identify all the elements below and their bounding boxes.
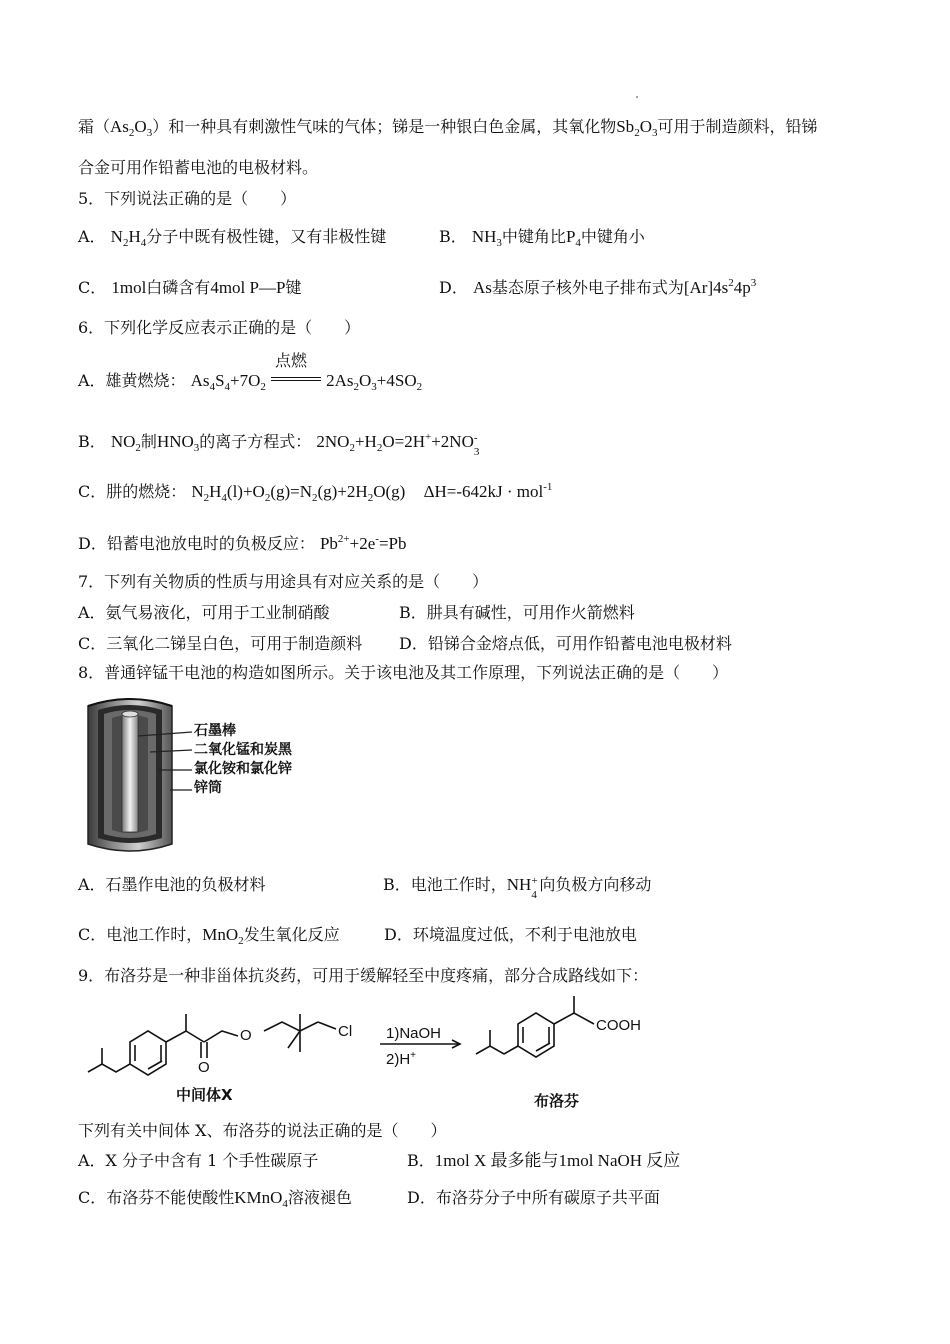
formula: (g)+2H — [317, 482, 368, 501]
subscript: 4 — [209, 381, 216, 393]
subscript: 2 — [367, 492, 374, 504]
formula: 2As — [326, 371, 354, 390]
label-zinc-can: 锌筒 — [194, 780, 222, 796]
superscript: + — [531, 875, 538, 887]
subscript: 3 — [371, 381, 377, 393]
synthesis-scheme — [78, 994, 668, 1116]
formula: (l)+O — [226, 482, 265, 501]
text: 可用于制造颜料，铅锑 — [657, 117, 818, 136]
formula: 4p — [733, 278, 751, 297]
reagent-2: 2)H+ — [386, 1050, 417, 1068]
q6-stem: 6．下列化学反应表示正确的是（ ） — [78, 318, 361, 337]
reagent-1: 1)NaOH — [386, 1025, 442, 1042]
formula: MnO — [202, 925, 239, 944]
subscript: 3 — [496, 237, 502, 249]
superscript: 3 — [750, 277, 757, 289]
option-label: A． — [78, 227, 106, 246]
formula: 4mol P—P — [210, 278, 286, 297]
q7-stem: 7．下列有关物质的性质与用途具有对应关系的是（ ） — [78, 572, 489, 591]
q5-stem: 5．下列说法正确的是（ ） — [78, 189, 297, 208]
q5-option-a — [78, 226, 386, 248]
formula: S — [215, 371, 225, 390]
intermediate-x-label: 中间体X — [176, 1086, 233, 1104]
chlorine-label: Cl — [338, 1023, 353, 1040]
subscript: 2 — [349, 442, 355, 454]
subscript: 2 — [203, 492, 210, 504]
sup-sub-stack — [473, 432, 482, 458]
q7-option-c: C．三氧化二锑呈白色，可用于制造颜料 — [78, 634, 363, 653]
text: 白磷含有 — [146, 278, 211, 297]
formula: KMnO — [234, 1188, 283, 1207]
text: 基态原子核外电子排布式为 — [491, 278, 684, 297]
intro-line-1 — [78, 116, 817, 138]
formula: [Ar]4s — [683, 278, 729, 297]
q6-option-c — [78, 481, 552, 503]
option-label: C． — [78, 278, 107, 297]
q8-option-a: A．石墨作电池的负极材料 — [78, 875, 266, 894]
formula: NH — [506, 875, 532, 894]
text: 中键角小 — [580, 227, 645, 246]
q8-option-b — [383, 874, 652, 901]
formula: O — [134, 117, 147, 136]
formula: O — [359, 371, 372, 390]
subscript: 4 — [224, 381, 231, 393]
superscript: - — [473, 432, 478, 444]
equals-line — [271, 380, 321, 381]
formula: +2e — [349, 534, 376, 553]
condition-label: 点燃 — [275, 351, 308, 370]
subscript: 2 — [128, 127, 135, 139]
text: 制 — [140, 432, 157, 451]
q5-option-b — [439, 226, 645, 248]
formula: 1mol — [111, 278, 147, 297]
text: C．布洛芬不能使酸性 — [78, 1188, 235, 1207]
subscript: 4 — [575, 237, 581, 249]
subscript: 2 — [122, 237, 129, 249]
subscript: 2 — [416, 381, 423, 393]
text: 1mol X 最多能与1mol NaOH 反应 — [434, 1151, 681, 1170]
superscript: + — [424, 431, 432, 443]
superscript: 2 — [728, 277, 734, 289]
q6-option-a — [78, 351, 423, 393]
formula: =Pb — [378, 534, 407, 553]
label-mno2-carbon: 二氧化锰和炭黑 — [194, 742, 292, 758]
text: ）和一种具有刺激性气味的气体；锑是一种银白色金属，其氧化物 — [152, 117, 617, 136]
formula: 2NO — [316, 432, 350, 451]
formula: HNO — [156, 432, 194, 451]
superscript: -1 — [543, 481, 553, 493]
formula: As — [190, 371, 210, 390]
subscript: 2 — [238, 935, 244, 947]
text: 的离子方程式： — [199, 432, 312, 451]
stray-dot — [636, 96, 638, 98]
subscript: 2 — [260, 381, 266, 393]
q9-stem: 9．布洛芬是一种非甾体抗炎药，可用于缓解轻至中度疼痛，部分合成路线如下： — [78, 966, 649, 985]
text: 溶液褪色 — [287, 1188, 352, 1207]
text: 向负极方向移动 — [539, 875, 652, 894]
ester-oxygen: O — [240, 1027, 252, 1044]
sup-sub-stack — [531, 875, 539, 901]
formula: +H — [354, 432, 377, 451]
formula: (g)=N — [270, 482, 313, 501]
carbonyl-oxygen: O — [198, 1059, 210, 1076]
formula: As — [110, 117, 129, 136]
formula: O=2H — [382, 432, 425, 451]
subscript: 4 — [140, 237, 147, 249]
option-label: D．铅蓄电池放电时的负极反应： — [78, 534, 315, 553]
option-label: B． — [439, 227, 467, 246]
option-label: B． — [78, 432, 106, 451]
formula: NO — [110, 432, 136, 451]
formula: As — [472, 278, 492, 297]
formula: O(g) — [373, 482, 406, 501]
dry-cell-figure — [80, 692, 310, 858]
subscript: 3 — [473, 446, 480, 458]
text: C．电池工作时， — [78, 925, 203, 944]
q9-sub-stem: 下列有关中间体 X、布洛芬的说法正确的是（ ） — [78, 1121, 447, 1140]
formula: N — [110, 227, 123, 246]
cooh-label: COOH — [596, 1017, 641, 1034]
text: 分子中既有极性键，又有非极性键 — [146, 227, 387, 246]
label-graphite-rod: 石墨棒 — [194, 723, 236, 739]
enthalpy: ΔH=-642kJ · mol — [423, 482, 544, 501]
equals-line — [271, 377, 321, 378]
subscript: 2 — [353, 381, 359, 393]
subscript: 3 — [651, 127, 658, 139]
formula: +4SO — [376, 371, 417, 390]
q9-option-c — [78, 1187, 352, 1209]
ibuprofen-synthesis-figure — [78, 994, 668, 1116]
subscript: 4 — [282, 1198, 288, 1210]
formula: P — [565, 227, 576, 246]
ibuprofen-label: 布洛芬 — [534, 1092, 580, 1110]
q6-option-d — [78, 533, 406, 555]
subscript: 2 — [135, 442, 141, 454]
option-label: B． — [407, 1151, 435, 1170]
formula: N — [191, 482, 204, 501]
q7-option-d: D．铅锑合金熔点低，可用作铅蓄电池电极材料 — [399, 634, 732, 653]
formula: Pb — [319, 534, 338, 553]
label-nh4cl-zncl2: 氯化铵和氯化锌 — [194, 761, 292, 777]
formula: H — [209, 482, 222, 501]
subscript: 2 — [634, 127, 640, 139]
superscript: - — [375, 533, 379, 545]
q6-option-b — [78, 431, 482, 458]
option-label: D． — [439, 278, 468, 297]
subscript: 2 — [376, 442, 383, 454]
intro-line-2: 合金可用作铅蓄电池的电极材料。 — [78, 158, 319, 177]
formula: NH — [471, 227, 497, 246]
reaction-arrow-ignite — [271, 351, 321, 392]
q7-option-a: A．氨气易液化，可用于工业制硝酸 — [78, 603, 330, 622]
subscript: 2 — [264, 492, 271, 504]
formula: H — [128, 227, 141, 246]
q8-option-c — [78, 924, 340, 946]
q5-option-c — [78, 277, 301, 299]
subscript: 4 — [221, 492, 227, 504]
subscript: 3 — [146, 127, 153, 139]
q9-option-a: A．X 分子中含有 1 个手性碳原子 — [78, 1151, 319, 1170]
formula: +7O — [230, 371, 261, 390]
text: 中键角比 — [501, 227, 566, 246]
formula: O — [639, 117, 652, 136]
q9-option-b — [407, 1150, 680, 1172]
option-label: C．肼的燃烧： — [78, 482, 187, 501]
text: 键 — [285, 278, 302, 297]
q8-stem: 8．普通锌锰干电池的构造如图所示。关于该电池及其工作原理，下列说法正确的是（ ） — [78, 663, 729, 682]
q5-option-d — [439, 277, 756, 299]
subscript: 2 — [312, 492, 318, 504]
text: 发生氧化反应 — [243, 925, 340, 944]
text: B．电池工作时， — [383, 875, 507, 894]
formula: Sb — [616, 117, 635, 136]
text: 霜（ — [78, 117, 111, 136]
q7-option-b: B．肼具有碱性，可用作火箭燃料 — [399, 603, 635, 622]
option-label: A．雄黄燃烧： — [78, 371, 186, 390]
formula: +2NO — [431, 432, 474, 451]
superscript: 2+ — [337, 533, 350, 545]
subscript: 4 — [531, 889, 537, 901]
q9-option-d: D．布洛芬分子中所有碳原子共平面 — [407, 1188, 660, 1207]
q8-option-d: D．环境温度过低，不利于电池放电 — [384, 925, 637, 944]
subscript: 3 — [193, 442, 200, 454]
